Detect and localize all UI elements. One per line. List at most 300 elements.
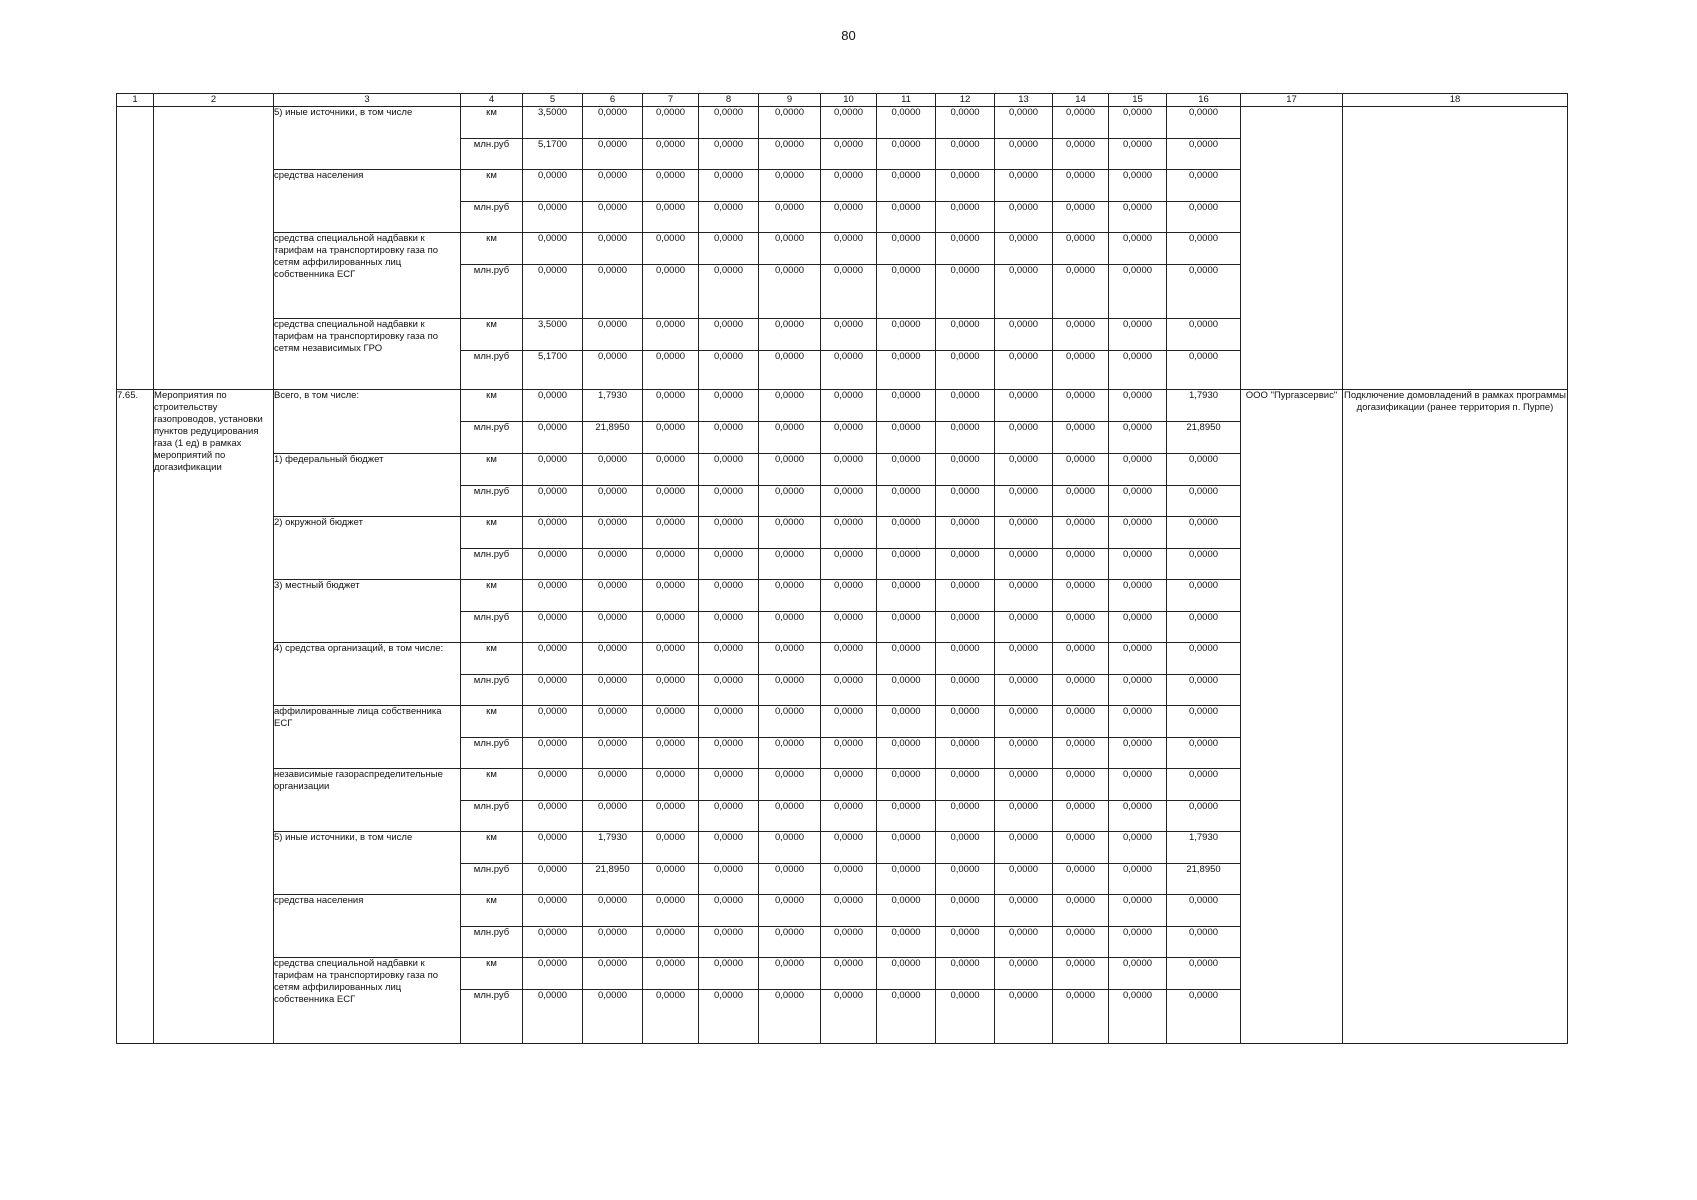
value-cell: 0,0000 (877, 549, 936, 580)
value-cell: 0,0000 (523, 422, 583, 454)
value-cell: 0,0000 (1167, 265, 1241, 319)
unit-km: км (461, 454, 523, 486)
value-cell: 0,0000 (995, 351, 1053, 390)
unit-mln: млн.руб (461, 486, 523, 517)
value-cell: 0,0000 (995, 958, 1053, 990)
value-cell: 0,0000 (1109, 233, 1167, 265)
item-note: Подключение домовладений в рамках программы догазификации (ранее территория п. Пурпе) (1343, 390, 1568, 1044)
value-cell: 0,0000 (699, 612, 759, 643)
value-cell: 0,0000 (583, 643, 643, 675)
value-cell: 0,0000 (1053, 265, 1109, 319)
value-cell: 0,0000 (1053, 107, 1109, 139)
value-cell: 0,0000 (523, 580, 583, 612)
unit-mln: млн.руб (461, 612, 523, 643)
value-cell: 0,0000 (877, 319, 936, 351)
funding-source: 5) иные источники, в том числе (274, 832, 461, 895)
value-cell: 0,0000 (1053, 832, 1109, 864)
value-cell: 0,0000 (877, 265, 936, 319)
value-cell: 1,7930 (583, 832, 643, 864)
value-cell: 0,0000 (877, 706, 936, 738)
value-cell: 0,0000 (936, 895, 995, 927)
table-row (117, 390, 1568, 422)
value-cell: 0,0000 (583, 801, 643, 832)
column-header: 1 (117, 94, 154, 107)
value-cell: 0,0000 (1167, 351, 1241, 390)
value-cell: 0,0000 (583, 233, 643, 265)
value-cell: 0,0000 (583, 202, 643, 233)
value-cell: 0,0000 (1167, 580, 1241, 612)
value-cell: 0,0000 (699, 233, 759, 265)
value-cell: 0,0000 (759, 643, 821, 675)
value-cell: 0,0000 (699, 580, 759, 612)
column-header: 8 (699, 94, 759, 107)
value-cell: 0,0000 (523, 486, 583, 517)
value-cell: 0,0000 (936, 612, 995, 643)
value-cell: 0,0000 (936, 549, 995, 580)
value-cell: 0,0000 (995, 517, 1053, 549)
value-cell: 0,0000 (699, 486, 759, 517)
value-cell: 0,0000 (936, 517, 995, 549)
value-cell: 0,0000 (759, 517, 821, 549)
value-cell: 0,0000 (877, 990, 936, 1044)
value-cell: 0,0000 (643, 454, 699, 486)
value-cell: 0,0000 (759, 958, 821, 990)
value-cell: 0,0000 (1167, 990, 1241, 1044)
value-cell: 0,0000 (936, 738, 995, 769)
value-cell: 0,0000 (583, 580, 643, 612)
value-cell: 0,0000 (877, 643, 936, 675)
funding-source: средства специальной надбавки к тарифам на транспортировку газа по сетям независимых ГРО (274, 319, 461, 390)
value-cell: 0,0000 (759, 351, 821, 390)
unit-km: км (461, 517, 523, 549)
unit-mln: млн.руб (461, 990, 523, 1044)
value-cell: 0,0000 (1109, 927, 1167, 958)
value-cell: 0,0000 (1053, 612, 1109, 643)
value-cell: 0,0000 (1167, 139, 1241, 170)
value-cell: 0,0000 (759, 864, 821, 895)
value-cell: 0,0000 (877, 351, 936, 390)
value-cell: 3,5000 (523, 107, 583, 139)
value-cell: 0,0000 (1053, 801, 1109, 832)
column-header: 11 (877, 94, 936, 107)
value-cell: 0,0000 (936, 927, 995, 958)
value-cell: 0,0000 (995, 390, 1053, 422)
value-cell: 0,0000 (699, 706, 759, 738)
value-cell: 0,0000 (1167, 517, 1241, 549)
value-cell: 0,0000 (995, 549, 1053, 580)
value-cell: 0,0000 (699, 454, 759, 486)
value-cell: 0,0000 (1109, 202, 1167, 233)
unit-mln: млн.руб (461, 351, 523, 390)
column-header: 16 (1167, 94, 1241, 107)
value-cell: 0,0000 (523, 202, 583, 233)
value-cell: 0,0000 (877, 139, 936, 170)
unit-km: км (461, 170, 523, 202)
value-cell: 0,0000 (1109, 390, 1167, 422)
value-cell: 0,0000 (821, 202, 877, 233)
value-cell: 0,0000 (643, 864, 699, 895)
value-cell: 0,0000 (821, 612, 877, 643)
value-cell: 0,0000 (995, 675, 1053, 706)
value-cell: 0,0000 (936, 233, 995, 265)
funding-source: 2) окружной бюджет (274, 517, 461, 580)
value-cell: 0,0000 (995, 864, 1053, 895)
funding-source: 5) иные источники, в том числе (274, 107, 461, 170)
value-cell: 0,0000 (1053, 927, 1109, 958)
value-cell: 0,0000 (821, 706, 877, 738)
value-cell: 0,0000 (1109, 265, 1167, 319)
unit-mln: млн.руб (461, 139, 523, 170)
value-cell: 0,0000 (995, 202, 1053, 233)
value-cell: 0,0000 (821, 170, 877, 202)
value-cell: 0,0000 (1109, 832, 1167, 864)
value-cell: 0,0000 (583, 958, 643, 990)
value-cell: 0,0000 (877, 612, 936, 643)
value-cell: 0,0000 (643, 612, 699, 643)
value-cell: 0,0000 (699, 864, 759, 895)
value-cell: 0,0000 (936, 706, 995, 738)
value-cell: 0,0000 (1109, 486, 1167, 517)
item-code: 7.65. (117, 390, 154, 1044)
value-cell: 0,0000 (643, 139, 699, 170)
value-cell: 0,0000 (523, 958, 583, 990)
value-cell: 3,5000 (523, 319, 583, 351)
funding-source: 4) средства организаций, в том числе: (274, 643, 461, 706)
value-cell: 0,0000 (699, 895, 759, 927)
value-cell: 0,0000 (583, 769, 643, 801)
value-cell: 0,0000 (877, 895, 936, 927)
value-cell: 0,0000 (1167, 233, 1241, 265)
value-cell: 0,0000 (699, 319, 759, 351)
value-cell: 0,0000 (523, 265, 583, 319)
value-cell: 21,8950 (1167, 422, 1241, 454)
value-cell: 0,0000 (523, 990, 583, 1044)
unit-km: км (461, 233, 523, 265)
value-cell: 0,0000 (995, 706, 1053, 738)
value-cell: 0,0000 (1053, 390, 1109, 422)
value-cell: 0,0000 (523, 454, 583, 486)
value-cell: 0,0000 (821, 864, 877, 895)
unit-mln: млн.руб (461, 864, 523, 895)
value-cell: 0,0000 (995, 801, 1053, 832)
column-header: 7 (643, 94, 699, 107)
value-cell: 0,0000 (877, 107, 936, 139)
column-header-row (117, 94, 1568, 107)
value-cell: 0,0000 (759, 454, 821, 486)
value-cell: 0,0000 (936, 486, 995, 517)
unit-km: км (461, 706, 523, 738)
value-cell: 0,0000 (759, 139, 821, 170)
value-cell: 0,0000 (936, 454, 995, 486)
value-cell: 0,0000 (995, 612, 1053, 643)
value-cell: 0,0000 (643, 990, 699, 1044)
column-header: 14 (1053, 94, 1109, 107)
value-cell: 0,0000 (1167, 895, 1241, 927)
column-header: 9 (759, 94, 821, 107)
value-cell: 0,0000 (759, 706, 821, 738)
value-cell: 0,0000 (643, 769, 699, 801)
value-cell: 0,0000 (759, 319, 821, 351)
value-cell: 0,0000 (877, 738, 936, 769)
value-cell: 0,0000 (1167, 549, 1241, 580)
value-cell: 5,1700 (523, 139, 583, 170)
value-cell: 0,0000 (759, 170, 821, 202)
value-cell: 0,0000 (821, 107, 877, 139)
value-cell: 0,0000 (821, 422, 877, 454)
value-cell: 0,0000 (1053, 170, 1109, 202)
value-cell: 0,0000 (995, 265, 1053, 319)
value-cell: 0,0000 (523, 864, 583, 895)
value-cell: 0,0000 (583, 107, 643, 139)
value-cell: 0,0000 (936, 139, 995, 170)
column-header: 13 (995, 94, 1053, 107)
value-cell: 0,0000 (523, 643, 583, 675)
value-cell: 0,0000 (583, 265, 643, 319)
value-cell: 0,0000 (821, 738, 877, 769)
value-cell: 0,0000 (759, 265, 821, 319)
value-cell: 0,0000 (1109, 895, 1167, 927)
funding-source: Всего, в том числе: (274, 390, 461, 454)
value-cell: 0,0000 (643, 927, 699, 958)
value-cell: 0,0000 (995, 319, 1053, 351)
value-cell: 0,0000 (1053, 549, 1109, 580)
item-executor: ООО "Пургазсервис" (1241, 390, 1343, 1044)
value-cell: 0,0000 (1053, 675, 1109, 706)
unit-mln: млн.руб (461, 675, 523, 706)
value-cell: 0,0000 (1109, 643, 1167, 675)
value-cell: 0,0000 (583, 139, 643, 170)
unit-km: км (461, 319, 523, 351)
value-cell: 0,0000 (583, 895, 643, 927)
value-cell: 0,0000 (523, 675, 583, 706)
value-cell: 0,0000 (877, 486, 936, 517)
value-cell: 0,0000 (699, 832, 759, 864)
value-cell: 0,0000 (759, 990, 821, 1044)
value-cell: 0,0000 (759, 390, 821, 422)
value-cell: 0,0000 (523, 390, 583, 422)
value-cell: 0,0000 (759, 832, 821, 864)
value-cell: 0,0000 (1109, 319, 1167, 351)
column-header: 3 (274, 94, 461, 107)
value-cell: 0,0000 (523, 517, 583, 549)
value-cell: 0,0000 (821, 517, 877, 549)
value-cell: 0,0000 (523, 927, 583, 958)
value-cell: 0,0000 (995, 139, 1053, 170)
value-cell: 0,0000 (1109, 864, 1167, 895)
value-cell: 0,0000 (821, 265, 877, 319)
value-cell: 0,0000 (759, 486, 821, 517)
value-cell: 0,0000 (1167, 927, 1241, 958)
funding-source: средства специальной надбавки к тарифам на транспортировку газа по сетям аффилированных лиц собственника ЕСГ (274, 233, 461, 319)
value-cell: 0,0000 (1053, 454, 1109, 486)
funding-source: средства населения (274, 895, 461, 958)
value-cell: 0,0000 (1053, 580, 1109, 612)
value-cell: 0,0000 (1053, 643, 1109, 675)
value-cell: 0,0000 (759, 612, 821, 643)
value-cell: 0,0000 (523, 233, 583, 265)
unit-km: км (461, 107, 523, 139)
value-cell: 0,0000 (523, 612, 583, 643)
value-cell: 0,0000 (995, 580, 1053, 612)
value-cell: 0,0000 (821, 139, 877, 170)
value-cell: 0,0000 (583, 517, 643, 549)
value-cell: 0,0000 (995, 769, 1053, 801)
value-cell: 0,0000 (877, 170, 936, 202)
value-cell: 0,0000 (643, 486, 699, 517)
value-cell: 0,0000 (1109, 107, 1167, 139)
value-cell: 0,0000 (1109, 422, 1167, 454)
value-cell: 0,0000 (821, 927, 877, 958)
value-cell: 0,0000 (995, 832, 1053, 864)
value-cell: 0,0000 (877, 517, 936, 549)
value-cell: 0,0000 (1167, 319, 1241, 351)
value-cell: 0,0000 (877, 801, 936, 832)
value-cell: 0,0000 (1167, 769, 1241, 801)
unit-km: км (461, 769, 523, 801)
value-cell: 0,0000 (643, 580, 699, 612)
row-name-empty (154, 107, 274, 390)
value-cell: 0,0000 (699, 675, 759, 706)
value-cell: 0,0000 (523, 738, 583, 769)
column-header: 15 (1109, 94, 1167, 107)
value-cell: 0,0000 (759, 422, 821, 454)
value-cell: 0,0000 (877, 864, 936, 895)
value-cell: 0,0000 (643, 202, 699, 233)
row-code-empty (117, 107, 154, 390)
column-header: 12 (936, 94, 995, 107)
value-cell: 0,0000 (1167, 107, 1241, 139)
value-cell: 0,0000 (1053, 422, 1109, 454)
value-cell: 0,0000 (877, 927, 936, 958)
value-cell: 0,0000 (821, 486, 877, 517)
value-cell: 0,0000 (1109, 990, 1167, 1044)
value-cell: 0,0000 (936, 958, 995, 990)
value-cell: 0,0000 (936, 580, 995, 612)
value-cell: 0,0000 (583, 706, 643, 738)
value-cell: 0,0000 (1167, 454, 1241, 486)
value-cell: 0,0000 (583, 738, 643, 769)
value-cell: 0,0000 (821, 990, 877, 1044)
value-cell: 0,0000 (1167, 170, 1241, 202)
value-cell: 0,0000 (643, 422, 699, 454)
value-cell: 0,0000 (1109, 675, 1167, 706)
value-cell: 0,0000 (995, 738, 1053, 769)
value-cell: 0,0000 (699, 170, 759, 202)
value-cell: 0,0000 (583, 319, 643, 351)
value-cell: 0,0000 (1053, 486, 1109, 517)
value-cell: 0,0000 (759, 675, 821, 706)
value-cell: 0,0000 (936, 351, 995, 390)
value-cell: 0,0000 (1053, 864, 1109, 895)
value-cell: 0,0000 (936, 990, 995, 1044)
value-cell: 0,0000 (699, 549, 759, 580)
value-cell: 0,0000 (643, 390, 699, 422)
value-cell: 0,0000 (1167, 706, 1241, 738)
value-cell: 0,0000 (643, 517, 699, 549)
value-cell: 21,8950 (1167, 864, 1241, 895)
value-cell: 0,0000 (1053, 958, 1109, 990)
unit-km: км (461, 895, 523, 927)
value-cell: 0,0000 (699, 927, 759, 958)
unit-mln: млн.руб (461, 549, 523, 580)
value-cell: 0,0000 (643, 958, 699, 990)
value-cell: 0,0000 (1109, 958, 1167, 990)
value-cell: 0,0000 (995, 486, 1053, 517)
value-cell: 0,0000 (995, 454, 1053, 486)
value-cell: 0,0000 (1109, 549, 1167, 580)
value-cell: 0,0000 (821, 580, 877, 612)
value-cell: 0,0000 (1109, 612, 1167, 643)
value-cell: 0,0000 (821, 801, 877, 832)
value-cell: 0,0000 (995, 170, 1053, 202)
value-cell: 0,0000 (583, 990, 643, 1044)
value-cell: 0,0000 (1053, 769, 1109, 801)
value-cell: 0,0000 (759, 107, 821, 139)
value-cell: 0,0000 (523, 549, 583, 580)
funding-source: средства специальной надбавки к тарифам на транспортировку газа по сетям аффилированных лиц собственника ЕСГ (274, 958, 461, 1044)
unit-mln: млн.руб (461, 927, 523, 958)
unit-mln: млн.руб (461, 265, 523, 319)
value-cell: 0,0000 (995, 927, 1053, 958)
value-cell: 0,0000 (877, 202, 936, 233)
value-cell: 0,0000 (759, 233, 821, 265)
value-cell: 0,0000 (936, 675, 995, 706)
value-cell: 0,0000 (759, 738, 821, 769)
value-cell: 0,0000 (936, 801, 995, 832)
value-cell: 0,0000 (821, 769, 877, 801)
value-cell: 0,0000 (995, 233, 1053, 265)
value-cell: 0,0000 (1167, 738, 1241, 769)
unit-km: км (461, 832, 523, 864)
value-cell: 0,0000 (877, 454, 936, 486)
value-cell: 0,0000 (699, 643, 759, 675)
value-cell: 0,0000 (1109, 139, 1167, 170)
value-cell: 0,0000 (699, 265, 759, 319)
value-cell: 0,0000 (699, 517, 759, 549)
value-cell: 0,0000 (643, 233, 699, 265)
item-name: Мероприятия по строительству газопроводов, установки пунктов редуцирования газа (1 ед) в рамках мероприятий по догазификации (154, 390, 274, 1044)
value-cell: 0,0000 (583, 486, 643, 517)
value-cell: 0,0000 (1167, 486, 1241, 517)
value-cell: 0,0000 (523, 801, 583, 832)
value-cell: 0,0000 (1109, 170, 1167, 202)
value-cell: 0,0000 (936, 832, 995, 864)
column-header: 4 (461, 94, 523, 107)
value-cell: 0,0000 (1167, 643, 1241, 675)
value-cell: 0,0000 (1053, 319, 1109, 351)
value-cell: 0,0000 (643, 170, 699, 202)
value-cell: 0,0000 (643, 832, 699, 864)
value-cell: 0,0000 (995, 895, 1053, 927)
funding-source: средства населения (274, 170, 461, 233)
value-cell: 0,0000 (699, 139, 759, 170)
value-cell: 0,0000 (699, 202, 759, 233)
value-cell: 0,0000 (1109, 454, 1167, 486)
value-cell: 0,0000 (643, 549, 699, 580)
value-cell: 0,0000 (821, 454, 877, 486)
value-cell: 0,0000 (1109, 738, 1167, 769)
value-cell: 0,0000 (583, 927, 643, 958)
column-header: 6 (583, 94, 643, 107)
value-cell: 0,0000 (936, 170, 995, 202)
value-cell: 0,0000 (936, 265, 995, 319)
unit-km: км (461, 643, 523, 675)
value-cell: 0,0000 (936, 864, 995, 895)
value-cell: 0,0000 (523, 706, 583, 738)
value-cell: 0,0000 (699, 801, 759, 832)
value-cell: 0,0000 (821, 233, 877, 265)
data-table (116, 93, 1568, 1044)
